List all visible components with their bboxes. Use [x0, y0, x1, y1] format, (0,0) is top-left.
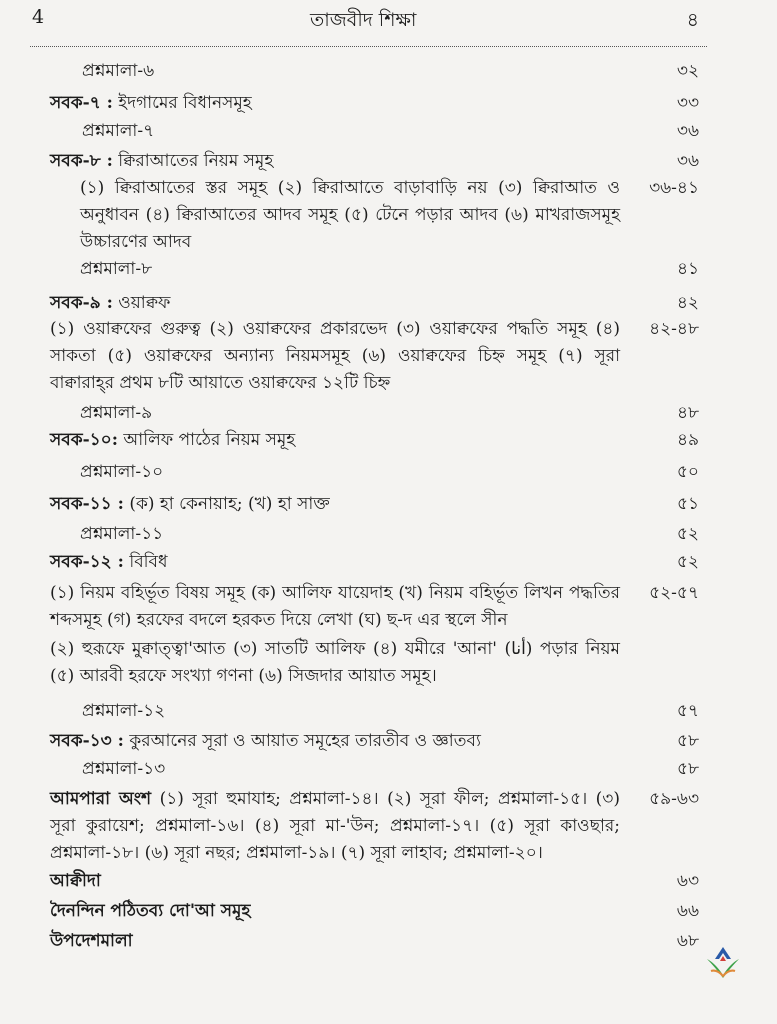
- entry-label: দৈনন্দিন পঠিতব্য দো'আ সমূহ: [50, 901, 251, 921]
- entry-label: ইদগামের বিধানসমূহ: [118, 93, 252, 113]
- entry-label: প্রশ্নমালা-৮: [80, 259, 153, 279]
- entry-page: ৪৮: [676, 403, 699, 423]
- entry-label: আলিফ পাঠের নিয়ম সমূহ: [123, 430, 296, 450]
- entry-label: প্রশ্নমালা-১০: [80, 462, 164, 482]
- entry-page: ৫২: [676, 552, 699, 572]
- entry-label: প্রশ্নমালা-৭: [82, 121, 155, 141]
- entry-label: (২) হুরূফে মুক্বাত্ত্বা'আত (৩) সাতটি আলিফ (৪) যমীরে 'আনা' (أنا) পড়ার নিয়ম (৫) আরবী হরফে সংখ্যা গণনা (৬) সিজদার আয়াত সমূহ।: [50, 639, 620, 686]
- entry-label: প্রশ্নমালা-১২: [82, 701, 166, 721]
- entry-label: ক্বিরাআতের নিয়ম সমূহ: [118, 151, 274, 171]
- entry-lesson: সবক-৯ :: [50, 293, 113, 313]
- entry-lesson: সবক-১৩ :: [50, 731, 124, 751]
- entry-label: (১) ক্বিরাআতের স্তর সমূহ (২) ক্বিরাআতে বাড়াবাড়ি নয় (৩) ক্বিরাআত ও অনুধাবন (৪) ক্বিরাআতের আদব সমূহ (৫) টেনে পড়ার আদব (৬) মাখরাজসমূহ উচ্চারণের আদব: [80, 178, 620, 252]
- left-page-number: 4: [32, 6, 45, 28]
- entry-lesson: সবক-৮ :: [50, 151, 113, 171]
- entry-label: প্রশ্নমালা-১৩: [82, 759, 166, 779]
- entry-page: ৬৮: [676, 931, 699, 951]
- header-divider: [30, 46, 707, 47]
- entry-page: ৫০: [676, 462, 699, 482]
- entry-label: উপদেশমালা: [50, 931, 133, 951]
- entry-label: (১) সূরা হুমাযাহ; প্রশ্নমালা-১৪। (২) সূরা ফীল; প্রশ্নমালা-১৫। (৩) সূরা কুরায়েশ; প্রশ্নমালা-১৬। (৪) সূরা মা-'উন; প্রশ্নমালা-১৭। (৫) সূরা কাওছার; প্রশ্নমালা-১৮। (৬) সূরা নছর; প্রশ্নমালা-১৯। (৭) সূরা লাহাব; প্রশ্নমালা-২০।: [50, 789, 620, 863]
- publisher-logo-icon: [705, 945, 741, 983]
- entry-page: ৫৮: [676, 759, 699, 779]
- entry-label: ওয়াক্বফ: [118, 293, 171, 313]
- entry-page: ৪২: [676, 293, 699, 313]
- entry-label: প্রশ্নমালা-১১: [80, 524, 164, 544]
- entry-page: ৫৯-৬৩: [649, 789, 699, 809]
- entry-page: ৫৮: [676, 731, 699, 751]
- entry-lesson: সবক-১১ :: [50, 494, 124, 514]
- right-page-number: ৪: [686, 9, 699, 31]
- entry-page: ৫১: [676, 494, 699, 514]
- entry-page: ৩৬: [676, 151, 699, 171]
- book-title: তাজবীদ শিক্ষা: [310, 9, 417, 31]
- entry-label: বিবিধ: [129, 552, 168, 572]
- entry-page: ৬৬: [676, 901, 699, 921]
- entry-page: ৩৩: [676, 93, 699, 113]
- entry-page: ৩৬: [676, 121, 699, 141]
- entry-lesson: সবক-১২ :: [50, 552, 124, 572]
- entry-label: (১) নিয়ম বহির্ভূত বিষয় সমূহ (ক) আলিফ যায়েদাহ (খ) নিয়ম বহির্ভূত লিখন পদ্ধতির শব্দসমূহ (গ) হরফের বদলে হরকত দিয়ে লেখা (ঘ) ছ-দ এর স্থলে সীন: [50, 583, 620, 630]
- entry-page: ৪১: [676, 259, 699, 279]
- entry-label: (ক) হা কেনায়াহ; (খ) হা সাক্ত: [129, 494, 330, 514]
- entry-page: ৫২: [676, 524, 699, 544]
- entry-page: ৪৯: [676, 430, 699, 450]
- entry-page: ৬৩: [676, 871, 699, 891]
- entry-label: (১) ওয়াক্বফের গুরুত্ব (২) ওয়াক্বফের প্রকারভেদ (৩) ওয়াক্বফের পদ্ধতি সমূহ (৪) সাকতা (৫) ওয়াক্বফের অন্যান্য নিয়মসমূহ (৬) ওয়াক্বফের চিহ্ন সমূহ (৭) সূরা বাক্বারাহ্‌র প্রথম ৮টি আয়াতে ওয়াক্বফের ১২টি চিহ্ন: [50, 319, 620, 393]
- entry-page: ৫৭: [676, 701, 699, 721]
- entry-label: প্রশ্নমালা-৯: [80, 403, 153, 423]
- entry-label: প্রশ্নমালা-৬: [82, 61, 155, 81]
- entry-label: আক্বীদা: [50, 871, 101, 891]
- entry-page: ৩৬-৪১: [649, 178, 699, 198]
- entry-lesson: আমপারা অংশ: [50, 789, 152, 809]
- entry-lesson: সবক-১০:: [50, 430, 119, 450]
- entry-page: ৩২: [676, 61, 699, 81]
- entry-label: কুরআনের সূরা ও আয়াত সমূহের তারতীব ও জ্ঞাতব্য: [129, 731, 481, 751]
- entry-page: ৪২-৪৮: [649, 319, 699, 339]
- entry-page: ৫২-৫৭: [649, 583, 699, 603]
- entry-lesson: সবক-৭ :: [50, 93, 113, 113]
